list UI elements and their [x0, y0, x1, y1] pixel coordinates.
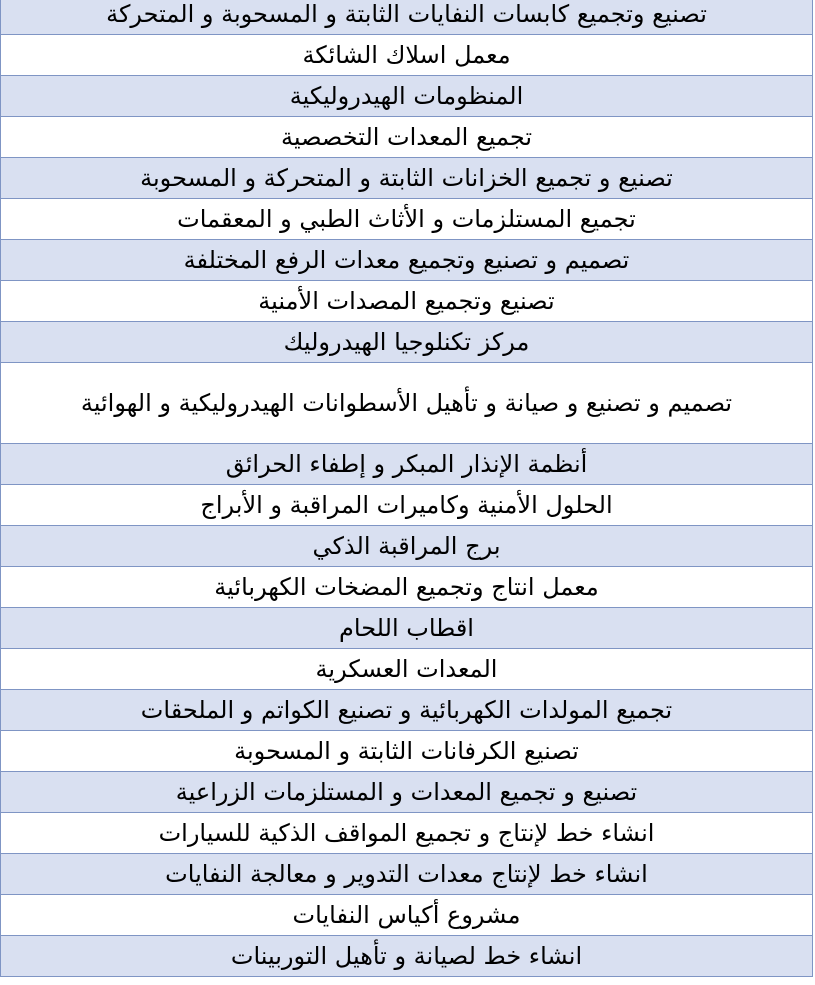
table-cell: انشاء خط لإنتاج و تجميع المواقف الذكية للسيارات: [1, 813, 813, 854]
table-cell: معمل انتاج وتجميع المضخات الكهربائية: [1, 567, 813, 608]
table-row: [1, 281, 813, 322]
table-cell: تصنيع وتجميع المصدات الأمنية: [1, 281, 813, 322]
table-cell: تجميع المعدات التخصصية: [1, 117, 813, 158]
table-row: [1, 649, 813, 690]
table-row: [1, 813, 813, 854]
table-row: [1, 240, 813, 281]
table-row: [1, 0, 813, 35]
table-cell: انشاء خط لإنتاج معدات التدوير و معالجة النفايات: [1, 854, 813, 895]
table-cell: مشروع أكياس النفايات: [1, 895, 813, 936]
table-row: [1, 731, 813, 772]
table-cell: تجميع المستلزمات و الأثاث الطبي و المعقمات: [1, 199, 813, 240]
table-row: [1, 322, 813, 363]
table-cell: تجميع المولدات الكهربائية و تصنيع الكواتم و الملحقات: [1, 690, 813, 731]
table-row: [1, 936, 813, 977]
table-cell: المنظومات الهيدروليكية: [1, 76, 813, 117]
table-row: [1, 117, 813, 158]
table-row: [1, 526, 813, 567]
table-cell: المعدات العسكرية: [1, 649, 813, 690]
table-row: [1, 690, 813, 731]
table-cell: تصنيع وتجميع كابسات النفايات الثابتة و المسحوبة و المتحركة: [1, 0, 813, 35]
table-cell: تصميم و تصنيع وتجميع معدات الرفع المختلفة: [1, 240, 813, 281]
table-row: [1, 199, 813, 240]
table-row: [1, 772, 813, 813]
table-row: [1, 854, 813, 895]
table-cell: أنظمة الإنذار المبكر و إطفاء الحرائق: [1, 444, 813, 485]
table-cell: تصنيع و تجميع الخزانات الثابتة و المتحركة و المسحوبة: [1, 158, 813, 199]
table-cell: برج المراقبة الذكي: [1, 526, 813, 567]
table-cell: الحلول الأمنية وكاميرات المراقبة و الأبراج: [1, 485, 813, 526]
table-row: [1, 444, 813, 485]
table-row: [1, 363, 813, 444]
table-row: [1, 76, 813, 117]
table-cell: انشاء خط لصيانة و تأهيل التوربينات: [1, 936, 813, 977]
table-cell: تصنيع و تجميع المعدات و المستلزمات الزراعية: [1, 772, 813, 813]
table-cell: معمل اسلاك الشائكة: [1, 35, 813, 76]
table-row: [1, 485, 813, 526]
table-cell: مركز تكنلوجيا الهيدروليك: [1, 322, 813, 363]
table-row: [1, 158, 813, 199]
table-row: [1, 895, 813, 936]
table-row: [1, 35, 813, 76]
table-cell: اقطاب اللحام: [1, 608, 813, 649]
projects-table-body: [1, 0, 813, 977]
table-cell: تصنيع الكرفانات الثابتة و المسحوبة: [1, 731, 813, 772]
table-row: [1, 567, 813, 608]
table-cell: تصميم و تصنيع و صيانة و تأهيل الأسطوانات الهيدروليكية و الهوائية: [1, 363, 813, 444]
table-row: [1, 608, 813, 649]
